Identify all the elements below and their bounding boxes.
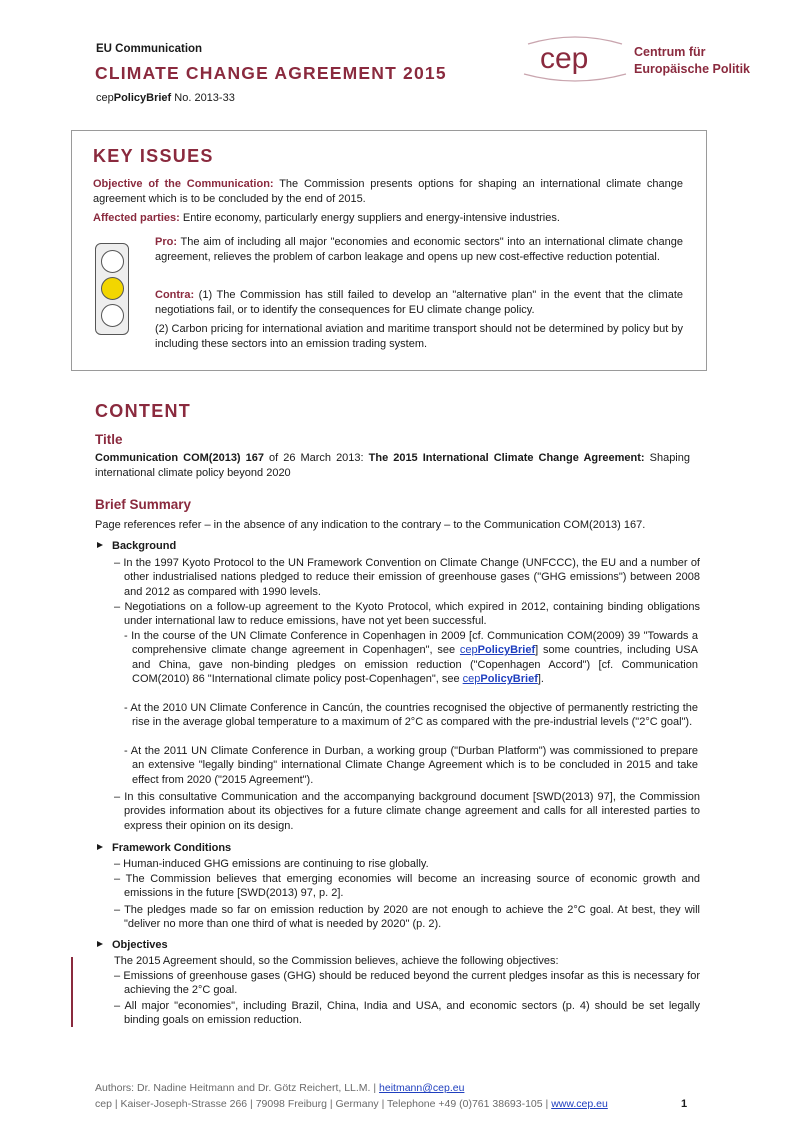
page-number: 1 [681,1098,688,1110]
page-references-note: Page references refer – in the absence of any indication to the contrary – to the Communication COM(2013) 167. [95,519,646,531]
background-subitem-copenhagen: - In the course of the UN Climate Conference in Copenhagen in 2009 [cf. Communication COM(2009) 39 "Towards a comprehensive climate change agreement in Copenhagen", see cepPolicyBrief] some countries, including USA and China, gave non-binding pledges on emission reduction ("Copenhagen Accord") [cf. Communication COM(2010) 86 "International climate policy post-Copenhagen", see cepPolicyBrief]. [124,630,698,686]
policy-brief-number: cepPolicyBrief No. 2013-33 [96,92,235,104]
framework-conditions-heading: Framework Conditions [97,842,231,854]
change-marker-bar [71,957,73,1027]
pro-paragraph: Pro: The aim of including all major "economies and economic sectors" into an international climate change agreement, relieves the problem of carbon leakage and opens up new cost-effective reduction potential. [155,236,683,263]
background-item-1: – In the 1997 Kyoto Protocol to the UN Framework Convention on Climate Change (UNFCCC), the EU and a number of other industrialised nations pledged to reduce their emission of greenhouse gases ("GHG emissions") between 2008 and 2012 as compared with 1990 levels. [114,557,700,598]
contra-paragraph-2: (2) Carbon pricing for international aviation and maritime transport should not be determined by policy but by including these sectors into an emission trading system. [155,323,683,350]
triangle-bullet-icon [97,941,103,947]
traffic-light-green-lamp [101,304,124,327]
cep-logo-graphic [520,30,630,86]
contra-paragraph: Contra: (1) The Commission has still failed to develop an "alternative plan" in the event that the climate negotiations fail, or to identify the consequences for EU climate change policy. [155,289,683,316]
framework-item-3: – The pledges made so far on emission reduction by 2020 are not enough to achieve the 2°C goal. At best, they will "deliver no more than one third of what is needed by 2020" (p. 2). [114,904,700,931]
traffic-light-icon [95,243,129,335]
triangle-bullet-icon [97,844,103,850]
organisation-name: Centrum für Europäische Politik [634,45,751,76]
objectives-heading: Objectives [97,939,168,951]
objectives-item-2: – All major "economies", including Brazil, China, India and USA, and economic sectors (p. 4) should be set legally binding goals on emission reduction. [114,1000,700,1027]
background-item-2: – Negotiations on a follow-up agreement to the Kyoto Protocol, which expired in 2012, containing binding obligations under international law to reduce emissions, have not yet been successful. [114,601,700,628]
key-issues-title: KEY ISSUES [93,146,214,166]
document-title: CLIMATE CHANGE AGREEMENT 2015 [95,63,447,83]
author-email-link[interactable]: heitmann@cep.eu [379,1082,465,1094]
policy-brief-link-1[interactable]: cepPolicyBrief [459,644,536,657]
communication-reference: Communication COM(2013) 167 of 26 March 2013: The 2015 International Climate Change Agreement: Shaping international climate policy beyond 2020 [95,452,690,479]
objectives-item-1: – Emissions of greenhouse gases (GHG) should be reduced beyond the current pledges insofar as this is necessary for achieving the 2°C goal. [114,970,700,997]
brief-summary-heading: Brief Summary [95,497,192,512]
objectives-intro: The 2015 Agreement should, so the Commission believes, achieve the following objectives: [114,955,559,967]
footer-authors: Authors: Dr. Nadine Heitmann and Dr. Götz Reichert, LL.M. | heitmann@cep.eu [95,1082,465,1094]
website-link[interactable]: www.cep.eu [551,1098,608,1110]
background-item-3: – In this consultative Communication and the accompanying background document [SWD(2013) 97], the Commission provides information about its objectives for a future climate change agreement and calls for all interested parties to express their opinion on its design. [114,791,700,832]
footer-address: cep | Kaiser-Joseph-Strasse 266 | 79098 Freiburg | Germany | Telephone +49 (0)761 38693-105 | www.cep.eu [95,1098,608,1110]
traffic-light-red-lamp [101,250,124,273]
traffic-light-yellow-lamp [101,277,124,300]
triangle-bullet-icon [97,542,103,548]
cep-logo [520,30,630,86]
background-heading: Background [97,540,176,552]
framework-item-2: – The Commission believes that emerging economies will become an increasing source of economic growth and emissions in the future [SWD(2013) 97, p. 2]. [114,873,700,900]
background-subitem-cancun: - At the 2010 UN Climate Conference in Cancún, the countries recognised the objective of permanently restricting the rise in the average global temperature to a maximum of 2°C as compared with the pre-industrial levels ("2°C goal"). [124,702,698,729]
eu-communication-label: EU Communication [96,43,203,55]
background-subitem-durban: - At the 2011 UN Climate Conference in Durban, a working group ("Durban Platform") was commissioned to prepare an extensive "legally binding" international Climate Change Agreement which is to be concluded in 2015 and take effect from 2020 ("2015 Agreement"). [124,745,698,786]
logo-text: cep [540,42,589,75]
content-title: CONTENT [95,401,192,421]
title-section-heading: Title [95,432,123,447]
objective-paragraph: Objective of the Communication: The Commission presents options for shaping an international climate change agreement which is to be concluded by the end of 2015. [93,178,683,205]
framework-item-1: – Human-induced GHG emissions are continuing to rise globally. [114,858,429,870]
affected-parties-paragraph: Affected parties: Entire economy, particularly energy suppliers and energy-intensive industries. [93,212,560,224]
policy-brief-link-2[interactable]: cepPolicyBrief [462,673,538,686]
